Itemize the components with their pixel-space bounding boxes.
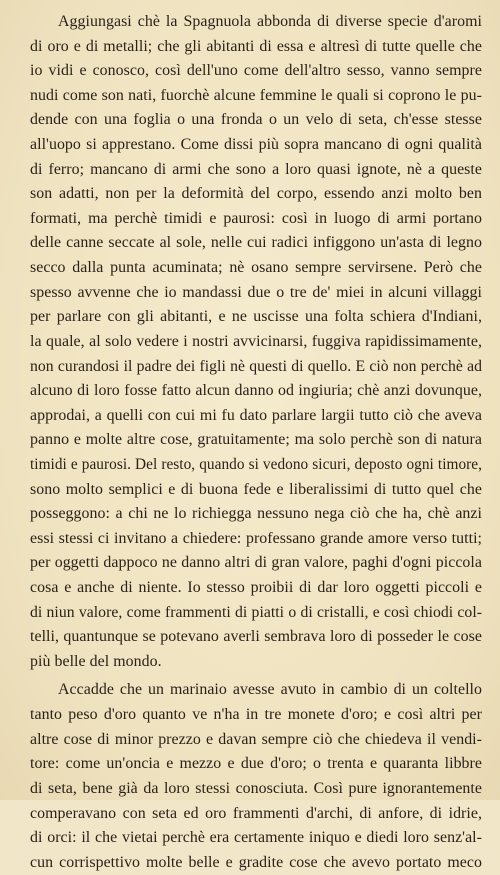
text-line: dende con una foglia o una fronda o un velo di seta, ch'esse stesse	[30, 111, 482, 129]
text-line: comperavano con seta ed oro frammenti d'archi, di anfore, di idrie,	[30, 804, 482, 822]
text-line: di orci: il che vietai perchè era certamente iniquo e diedi loro senz'al-	[30, 829, 482, 847]
body-text	[30, 10, 482, 875]
text-line: non curandosi il padre dei figli nè questi di quello. E ciò non perchè ad	[30, 357, 482, 375]
paragraph-2	[30, 678, 482, 875]
text-line: delle canne seccate al sole, nelle cui radici infiggono un'asta di legno	[30, 234, 482, 252]
text-line: telli, quantunque se potevano averli sembrava loro di posseder le cose	[30, 628, 482, 646]
text-line: di seta, bene già da loro stessi conosciuta. Così pure ignorantemente	[30, 779, 482, 797]
text-line: tanto peso d'oro quanto ve n'ha in tre monete d'oro; e così altri per	[30, 706, 482, 724]
text-line: formati, ma perchè timidi e paurosi: così in luogo di armi portano	[30, 209, 482, 227]
text-line: spesso avvenne che io mandassi due o tre de' miei in alcuni villaggi	[30, 283, 482, 301]
text-line: la quale, al solo vedere i nostri avvicinarsi, fuggiva rapidissimamente,	[30, 332, 482, 350]
text-line: altre cose di minor prezzo e davan sempre ciò che chiedeva il vendi-	[30, 730, 482, 748]
text-line: sono molto semplici e di buona fede e liberalissimi di tutto quel che	[30, 480, 482, 498]
text-line: secco dalla punta acuminata; nè osano sempre servirsene. Però che	[30, 259, 482, 277]
text-line: di ferro; mancano di armi che sono a loro quasi ignote, nè a queste	[30, 160, 482, 178]
text-line: son adatti, non per la deformità del corpo, essendo anzi molto ben	[30, 185, 482, 203]
text-line: cosa e anche di niente. Io stesso proibii di dar loro oggetti piccoli e	[30, 579, 482, 597]
text-line: panno e molte altre cose, gratuitamente; ma solo perchè son di natura	[30, 431, 482, 449]
text-line: tore: come un'oncia e mezzo e due d'oro; o trenta e quaranta libbre	[30, 755, 482, 773]
text-line: io vidi e conosco, così dell'uno come dell'altro sesso, vanno sempre	[30, 62, 482, 80]
text-line: più belle del mondo.	[30, 652, 162, 670]
text-line: per oggetti dappoco ne danno altri di gran valore, paghi d'ogni piccola	[30, 554, 482, 572]
text-line: alcuno di loro fosse fatto alcun danno od ingiuria; chè anzi dovunque,	[30, 382, 482, 400]
text-line: nudi come son nati, fuorchè alcune femmine le quali si coprono le pu-	[30, 86, 482, 104]
text-line: per parlare con gli abitanti, e ne uscisse una folta schiera d'Indiani,	[30, 308, 482, 326]
text-line: Accadde che un marinaio avesse avuto in cambio di un coltello	[58, 681, 482, 699]
text-line: Aggiungasi chè la Spagnuola abbonda di diverse specie d'aromi	[58, 13, 482, 30]
text-line: di niun valore, come frammenti di piatti o di cristalli, e così chiodi col-	[30, 603, 482, 621]
text-line: posseggono: a chi ne lo richiegga nessuno nega ciò che ha, chè anzi	[30, 505, 482, 523]
text-line: approdai, a quelli con cui mi fu dato parlare largii tutto ciò che aveva	[30, 406, 482, 424]
text-line: all'uopo si apprestano. Come dissi più sopra mancano di ogni qualità	[30, 136, 482, 154]
paragraph-1	[30, 10, 482, 674]
text-line: timidi e paurosi. Del resto, quando si vedono sicuri, deposto ogni timore,	[30, 455, 482, 473]
text-line: essi stessi ci invitano a chiedere: professano grande amore verso tutti;	[30, 529, 482, 547]
text-line: cun corrispettivo molte belle e gradite cose che avevo portato meco	[30, 853, 482, 871]
text-line: di oro e di metalli; che gli abitanti di essa e altresì di tutte quelle che	[30, 37, 482, 55]
